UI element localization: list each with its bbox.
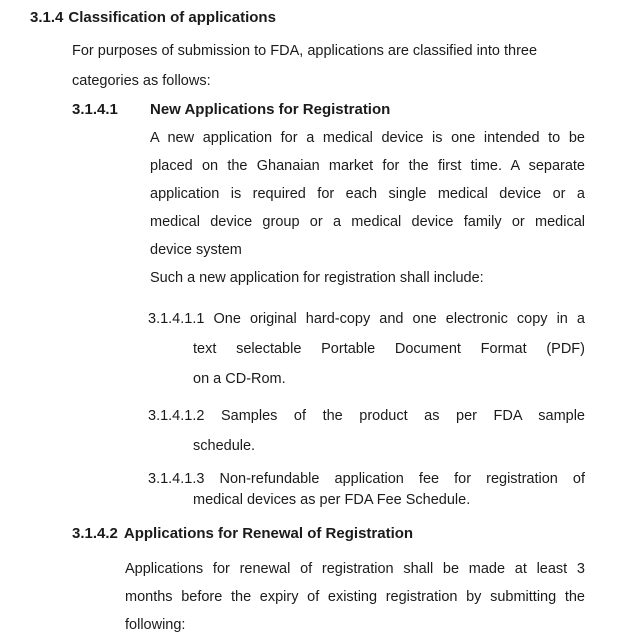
item-first-line: [148, 469, 585, 490]
body-line: Applications for renewal of registration shall be made at least 3: [125, 561, 585, 577]
subsection-heading-3-1-4-1: [72, 96, 632, 124]
body-line: following:: [125, 617, 186, 633]
body-line: application is required for each single medical device or a: [150, 186, 585, 202]
numbered-item-3-1-4-1-1: [148, 304, 585, 394]
lead-in-line: Such a new application for registration shall include:: [150, 270, 484, 286]
subsection-3-1-4-1-body: [150, 124, 585, 292]
item-first-line: [148, 401, 585, 431]
subsection-heading-3-1-4-2: [72, 519, 632, 549]
section-intro-paragraph: [72, 36, 582, 96]
intro-line: For purposes of submission to FDA, applications are classified into three: [72, 43, 538, 59]
body-line: A new application for a medical device is one intended to be: [150, 130, 585, 146]
item-line: schedule.: [193, 438, 256, 454]
item-text: Non-refundable application fee for registration of: [219, 471, 585, 487]
section-number: 3.1.4: [30, 9, 64, 26]
subsection-title: New Applications for Registration: [150, 101, 391, 118]
subsection-title: Applications for Renewal of Registration: [123, 525, 414, 542]
item-first-line: [148, 304, 585, 334]
body-line: placed on the Ghanaian market for the first time. A separate: [150, 158, 585, 174]
subsection-number: 3.1.4.2: [72, 525, 118, 542]
item-number: 3.1.4.1.1: [148, 311, 205, 327]
subsection-number: 3.1.4.1: [72, 101, 118, 118]
item-number: 3.1.4.1.2: [148, 408, 205, 424]
numbered-item-3-1-4-1-2: [148, 401, 585, 461]
item-line: text selectable Portable Document Format (PDF): [193, 341, 585, 357]
section-title: Classification of applications: [68, 9, 276, 26]
item-line: on a CD-Rom.: [193, 371, 286, 387]
body-line: months before the expiry of existing registration by submitting the: [125, 589, 585, 605]
body-line: medical device group or a medical device family or medical: [150, 214, 585, 230]
item-line: medical devices as per FDA Fee Schedule.: [193, 492, 471, 508]
item-text: Samples of the product as per FDA sample: [220, 408, 585, 424]
item-number: 3.1.4.1.3: [148, 471, 205, 487]
item-text: One original hard-copy and one electronic copy in a: [213, 311, 585, 327]
subsection-3-1-4-2-body: [125, 555, 585, 638]
intro-line: categories as follows:: [72, 73, 211, 89]
numbered-item-3-1-4-1-3: [148, 469, 585, 511]
body-line: device system: [150, 242, 242, 258]
section-heading-3-1-4: [30, 6, 632, 30]
